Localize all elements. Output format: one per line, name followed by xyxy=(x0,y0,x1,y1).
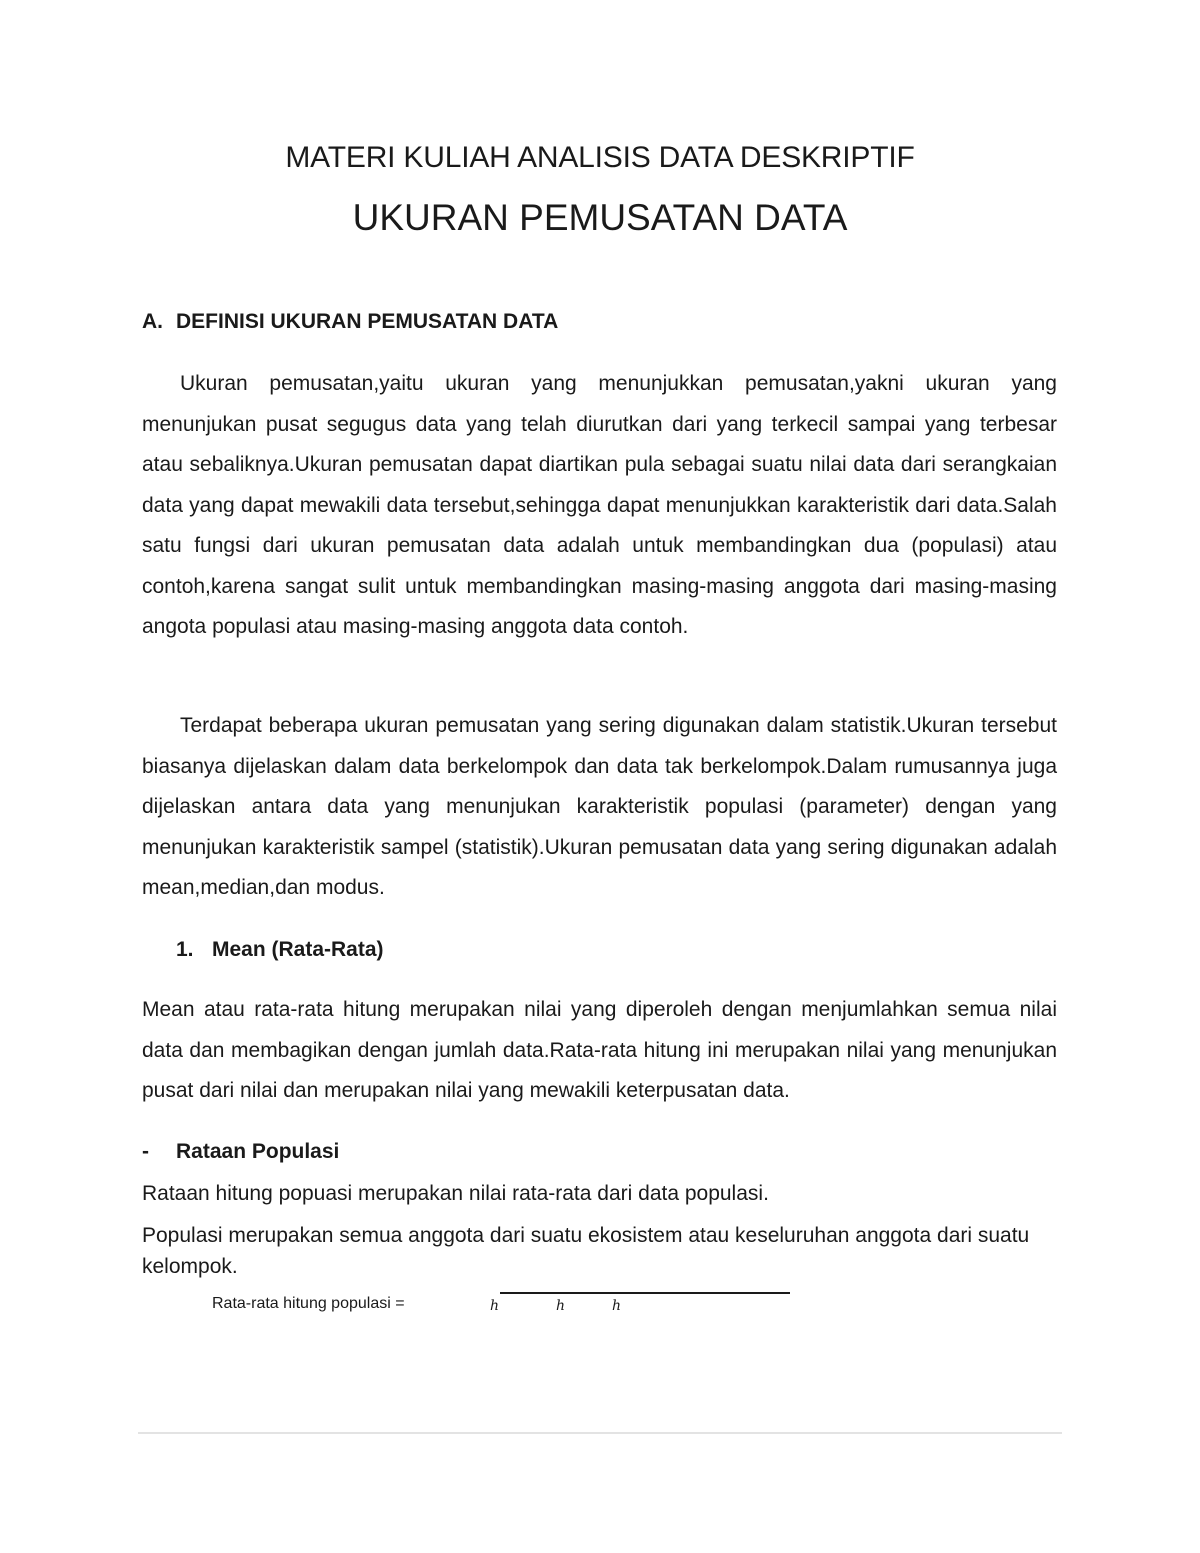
formula-symbol-2: ℎ xyxy=(556,1298,566,1314)
formula-symbol-3: ℎ xyxy=(612,1298,622,1314)
document-title: MATERI KULIAH ANALISIS DATA DESKRIPTIF xyxy=(285,141,915,174)
subsection-mean-title: Mean (Rata-Rata) xyxy=(212,938,384,961)
subsection-mean-heading xyxy=(176,936,384,964)
section-a-heading xyxy=(142,308,558,336)
rataan-populasi-heading xyxy=(142,1138,339,1166)
page-footer-divider xyxy=(138,1432,1062,1434)
rataan-populasi-title: Rataan Populasi xyxy=(176,1140,340,1163)
formula-label: Rata-rata hitung populasi = xyxy=(212,1295,405,1312)
rataan-populasi-line-1: Rataan hitung popuasi merupakan nilai rata-rata dari data populasi. xyxy=(142,1182,769,1205)
formula-symbol-1: ℎ xyxy=(490,1298,500,1314)
subsection-mean-number: 1. xyxy=(176,938,194,961)
section-a-paragraph-1: Ukuran pemusatan,yaitu ukuran yang menunjukkan pemusatan,yakni ukuran yang menunjukan pusat segugus data yang telah diurutkan dari yang terkecil sampai yang terbesar atau sebaliknya.Ukuran pemusatan dapat diartikan pula sebagai suatu nilai data dari serangkaian data yang dapat mewakili data tersebut,sehingga dapat menunjukkan karakteristik dari data.Salah satu fungsi dari ukuran pemusatan data adalah untuk membandingkan dua (populasi) atau contoh,karena sangat sulit untuk membandingkan masing-masing anggota dari masing-masing angota populasi atau masing-masing anggota data contoh. xyxy=(142,372,1057,638)
section-a-number: A. xyxy=(142,310,163,333)
section-a-paragraph-2: Terdapat beberapa ukuran pemusatan yang sering digunakan dalam statistik.Ukuran tersebut biasanya dijelaskan dalam data berkelompok dan data tak berkelompok.Dalam rumusannya juga dijelaskan antara data yang menunjukan karakteristik populasi (parameter) dengan yang menunjukan karakteristik sampel (statistik).Ukuran pemusatan data yang sering digunakan adalah mean,median,dan modus. xyxy=(142,714,1057,899)
bullet-dash: - xyxy=(142,1140,149,1163)
section-a-title: DEFINISI UKURAN PEMUSATAN DATA xyxy=(176,310,559,333)
document-subtitle: UKURAN PEMUSATAN DATA xyxy=(352,197,848,238)
subsection-mean-paragraph: Mean atau rata-rata hitung merupakan nilai yang diperoleh dengan menjumlahkan semua nilai data dan membagikan dengan jumlah data.Rata-rata hitung ini merupakan nilai yang menunjukan pusat dari nilai dan merupakan nilai yang mewakili keterpusatan data. xyxy=(142,998,1057,1102)
fraction-bar xyxy=(500,1292,790,1294)
rataan-populasi-line-2: Populasi merupakan semua anggota dari suatu ekosistem atau keseluruhan anggota dari suatu kelompok. xyxy=(142,1224,1030,1278)
